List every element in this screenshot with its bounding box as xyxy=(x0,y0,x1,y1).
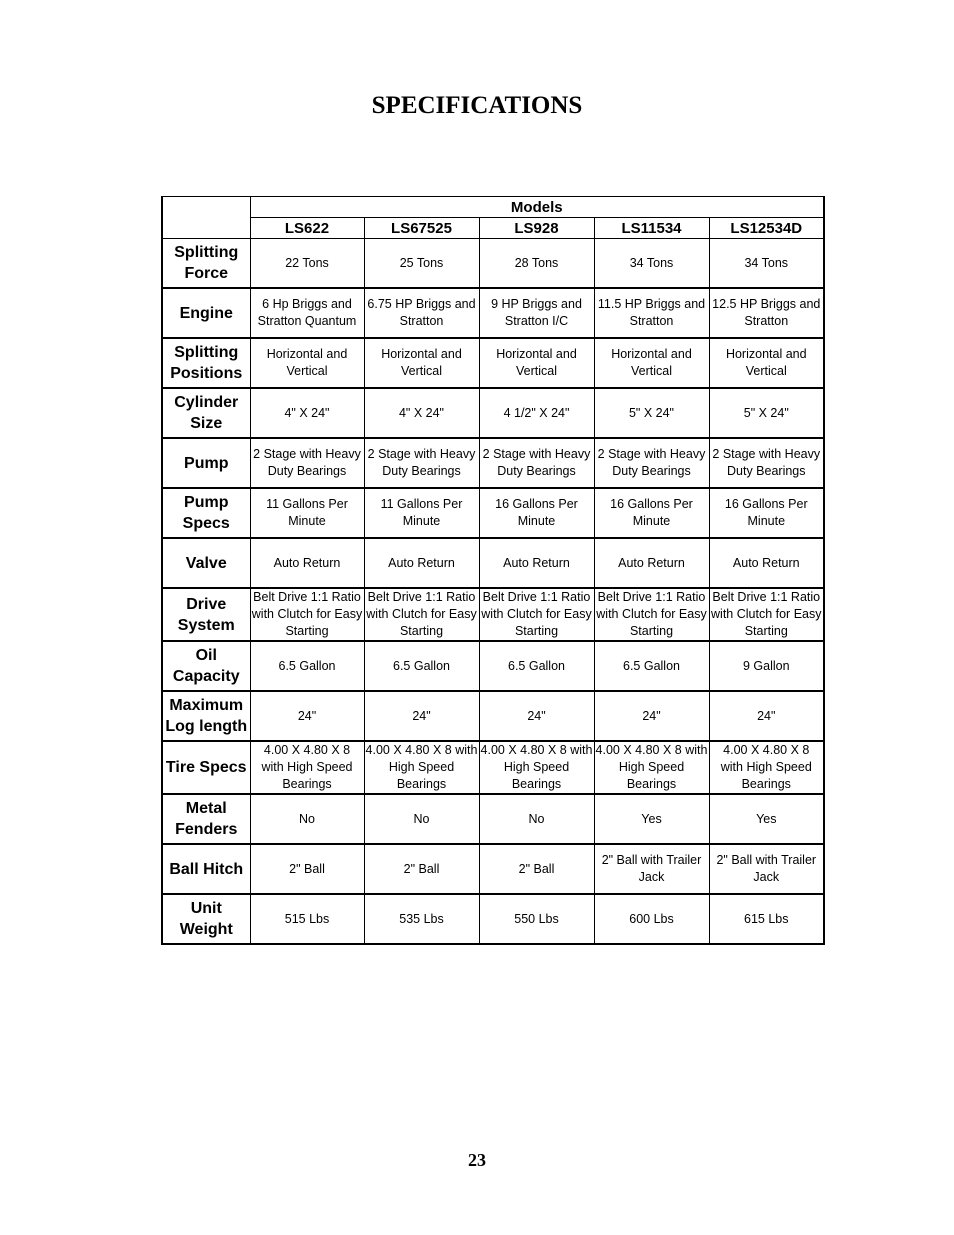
model-header-ls622: LS622 xyxy=(250,218,364,239)
spec-cell: 4.00 X 4.80 X 8 with High Speed Bearings xyxy=(709,741,824,794)
model-header-ls67525: LS67525 xyxy=(364,218,479,239)
spec-cell: 24" xyxy=(479,691,594,741)
spec-cell: 4.00 X 4.80 X 8 with High Speed Bearings xyxy=(364,741,479,794)
spec-cell: Belt Drive 1:1 Ratio with Clutch for Easy Starting xyxy=(479,588,594,641)
spec-cell: Horizontal and Vertical xyxy=(709,338,824,388)
spec-cell: Belt Drive 1:1 Ratio with Clutch for Easy Starting xyxy=(364,588,479,641)
spec-cell: No xyxy=(479,794,594,844)
spec-cell: 4.00 X 4.80 X 8 with High Speed Bearings xyxy=(479,741,594,794)
spec-cell: 5" X 24" xyxy=(709,388,824,438)
spec-cell: Auto Return xyxy=(479,538,594,588)
spec-cell: 2 Stage with Heavy Duty Bearings xyxy=(709,438,824,488)
spec-cell: Auto Return xyxy=(709,538,824,588)
spec-cell: 2" Ball xyxy=(364,844,479,894)
row-label: Unit Weight xyxy=(162,894,250,944)
row-label: Pump Specs xyxy=(162,488,250,538)
spec-cell: 4" X 24" xyxy=(364,388,479,438)
spec-cell: 9 Gallon xyxy=(709,641,824,691)
spec-cell: 2 Stage with Heavy Duty Bearings xyxy=(479,438,594,488)
table-corner-cell xyxy=(162,197,250,239)
spec-cell: Auto Return xyxy=(250,538,364,588)
row-label: Oil Capacity xyxy=(162,641,250,691)
spec-cell: Horizontal and Vertical xyxy=(594,338,709,388)
spec-cell: Auto Return xyxy=(594,538,709,588)
spec-cell: 2" Ball xyxy=(250,844,364,894)
spec-cell: 2 Stage with Heavy Duty Bearings xyxy=(364,438,479,488)
row-label: Splitting Force xyxy=(162,239,250,289)
row-label: Valve xyxy=(162,538,250,588)
spec-cell: 6 Hp Briggs and Stratton Quantum xyxy=(250,288,364,338)
spec-cell: 16 Gallons Per Minute xyxy=(709,488,824,538)
spec-cell: 11 Gallons Per Minute xyxy=(250,488,364,538)
model-header-ls11534: LS11534 xyxy=(594,218,709,239)
row-label: Cylinder Size xyxy=(162,388,250,438)
spec-cell: 515 Lbs xyxy=(250,894,364,944)
spec-cell: 4" X 24" xyxy=(250,388,364,438)
spec-cell: 25 Tons xyxy=(364,239,479,289)
spec-cell: 22 Tons xyxy=(250,239,364,289)
spec-cell: Horizontal and Vertical xyxy=(250,338,364,388)
spec-cell: 6.5 Gallon xyxy=(479,641,594,691)
spec-cell: 16 Gallons Per Minute xyxy=(594,488,709,538)
spec-cell: 6.5 Gallon xyxy=(250,641,364,691)
spec-cell: 16 Gallons Per Minute xyxy=(479,488,594,538)
spec-cell: 2" Ball with Trailer Jack xyxy=(709,844,824,894)
spec-cell: Horizontal and Vertical xyxy=(364,338,479,388)
spec-cell: No xyxy=(250,794,364,844)
spec-cell: No xyxy=(364,794,479,844)
spec-cell: 28 Tons xyxy=(479,239,594,289)
table-row xyxy=(162,641,824,691)
spec-cell: 24" xyxy=(364,691,479,741)
row-label: Splitting Positions xyxy=(162,338,250,388)
spec-cell: 11 Gallons Per Minute xyxy=(364,488,479,538)
table-row xyxy=(162,894,824,944)
table-row xyxy=(162,239,824,289)
row-label: Ball Hitch xyxy=(162,844,250,894)
table-row xyxy=(162,794,824,844)
spec-cell: Belt Drive 1:1 Ratio with Clutch for Easy Starting xyxy=(594,588,709,641)
table-row xyxy=(162,288,824,338)
row-label: Metal Fenders xyxy=(162,794,250,844)
model-header-row xyxy=(162,218,824,239)
spec-cell: 12.5 HP Briggs and Stratton xyxy=(709,288,824,338)
row-label: Pump xyxy=(162,438,250,488)
table-row xyxy=(162,588,824,641)
spec-cell: 4.00 X 4.80 X 8 with High Speed Bearings xyxy=(594,741,709,794)
spec-cell: Yes xyxy=(594,794,709,844)
spec-cell: 9 HP Briggs and Stratton I/C xyxy=(479,288,594,338)
spec-cell: 6.75 HP Briggs and Stratton xyxy=(364,288,479,338)
row-label: Maximum Log length xyxy=(162,691,250,741)
spec-cell: Yes xyxy=(709,794,824,844)
spec-cell: 24" xyxy=(594,691,709,741)
model-header-ls12534d: LS12534D xyxy=(709,218,824,239)
models-header: Models xyxy=(250,197,824,218)
spec-cell: 2 Stage with Heavy Duty Bearings xyxy=(250,438,364,488)
table-row xyxy=(162,691,824,741)
table-row xyxy=(162,338,824,388)
row-label: Engine xyxy=(162,288,250,338)
spec-cell: 6.5 Gallon xyxy=(594,641,709,691)
table-row xyxy=(162,844,824,894)
spec-cell: Auto Return xyxy=(364,538,479,588)
spec-cell: 4.00 X 4.80 X 8 with High Speed Bearings xyxy=(250,741,364,794)
spec-cell: 600 Lbs xyxy=(594,894,709,944)
spec-cell: Belt Drive 1:1 Ratio with Clutch for Easy Starting xyxy=(709,588,824,641)
spec-cell: 4 1/2" X 24" xyxy=(479,388,594,438)
spec-cell: 2 Stage with Heavy Duty Bearings xyxy=(594,438,709,488)
spec-cell: 24" xyxy=(250,691,364,741)
spec-cell: 2" Ball with Trailer Jack xyxy=(594,844,709,894)
spec-cell: 11.5 HP Briggs and Stratton xyxy=(594,288,709,338)
table-row xyxy=(162,488,824,538)
spec-cell: 550 Lbs xyxy=(479,894,594,944)
specifications-body xyxy=(162,239,824,945)
spec-cell: 5" X 24" xyxy=(594,388,709,438)
spec-cell: Belt Drive 1:1 Ratio with Clutch for Easy Starting xyxy=(250,588,364,641)
spec-cell: 615 Lbs xyxy=(709,894,824,944)
spec-cell: 535 Lbs xyxy=(364,894,479,944)
model-header-ls928: LS928 xyxy=(479,218,594,239)
page-number: 23 xyxy=(468,1150,486,1170)
spec-cell: 34 Tons xyxy=(594,239,709,289)
table-row xyxy=(162,741,824,794)
spec-cell: 24" xyxy=(709,691,824,741)
spec-cell: 2" Ball xyxy=(479,844,594,894)
spec-cell: 6.5 Gallon xyxy=(364,641,479,691)
spec-cell: 34 Tons xyxy=(709,239,824,289)
table-row xyxy=(162,388,824,438)
spec-cell: Horizontal and Vertical xyxy=(479,338,594,388)
table-row xyxy=(162,438,824,488)
page-title: SPECIFICATIONS xyxy=(371,92,583,119)
specifications-table xyxy=(161,196,825,945)
row-label: Drive System xyxy=(162,588,250,641)
table-row xyxy=(162,538,824,588)
row-label: Tire Specs xyxy=(162,741,250,794)
